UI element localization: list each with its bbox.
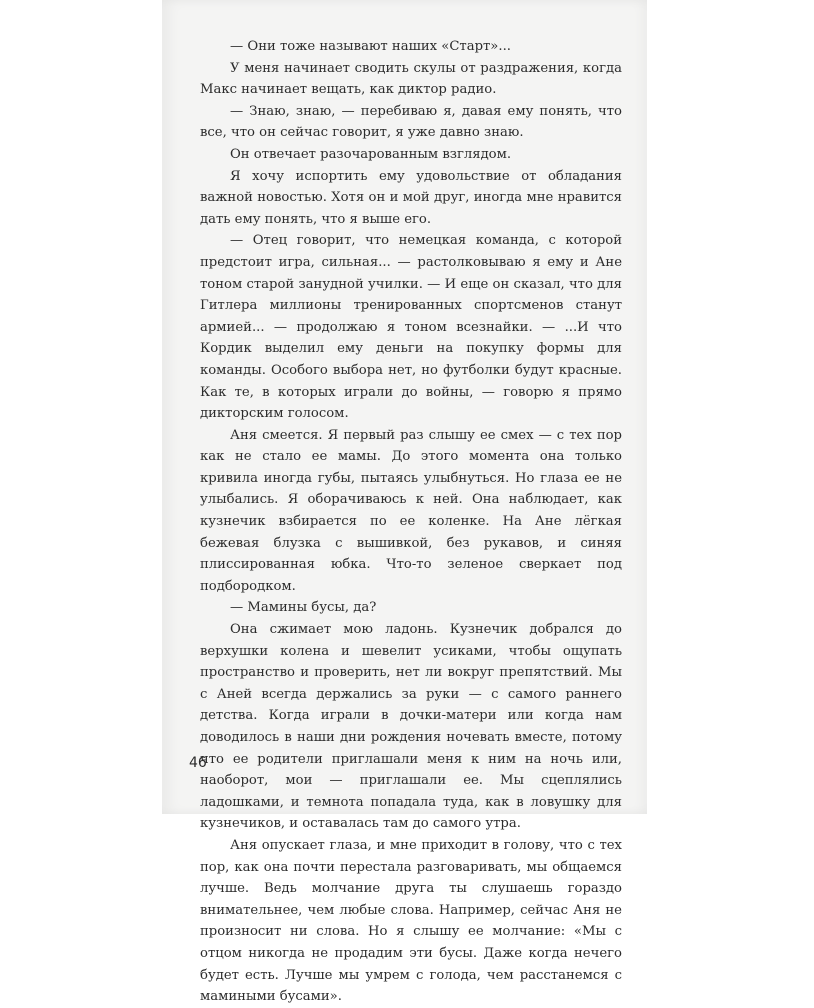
page-number: 46 xyxy=(189,755,207,771)
paragraph: Аня смеется. Я первый раз слышу ее смех — с тех пор как не стало ее мамы. До этого момента она только кривила иногда губы, пытаясь улыбнуться. Но глаза ее не улыбались. Я оборачиваюсь к ней. Она наблюдает, как кузнечик взбирается по ее коленке. На Ане лёгкая бежевая блузка с вышивкой, без рукавов, и синяя плиссированная юбка. Что-то зеленое сверкает под подбородком. xyxy=(200,427,622,594)
paragraph: Аня опускает глаза, и мне приходит в голову, что с тех пор, как она почти перестала разговаривать, мы общаемся лучше. Ведь молчание друга ты слушаешь гораздо внимательнее, чем любые слова. Например, сейчас Аня не произносит ни слова. Но я слышу ее молчание: «Мы с отцом никогда не продадим эти бусы. Даже когда нечего будет есть. Лучше мы умрем с голода, чем расстанемся с мамиными бусами». xyxy=(200,837,622,1005)
paragraph: — Мамины бусы, да? xyxy=(230,600,377,616)
paragraph: — Они тоже называют наших «Старт»... xyxy=(230,39,511,54)
paragraph: — Отец говорит, что немецкая команда, с которой предстоит игра, сильная... — растолковываю я ему и Ане тоном старой занудной училки. — И еще он сказал, что для Гитлера миллионы тренированных спортсменов станут армией... — продолжаю я тоном всезнайки. — ...И что Кордик выделил ему деньги на покупку формы для команды. Особого выбора нет, но футболки будут красные. Как те, в которых играли до войны, — говорю я прямо дикторским голосом. xyxy=(200,233,622,422)
page-body-text xyxy=(200,36,622,1008)
paragraph: Я хочу испортить ему удовольствие от обладания важной новостью. Хотя он и мой друг, иногда мне нравится дать ему понять, что я выше его. xyxy=(200,168,622,227)
paragraph: У меня начинает сводить скулы от раздражения, когда Макс начинает вещать, как диктор радио. xyxy=(200,60,622,98)
paragraph: — Знаю, знаю, — перебиваю я, давая ему понять, что все, что он сейчас говорит, я уже давно знаю. xyxy=(200,103,622,141)
paragraph: Она сжимает мою ладонь. Кузнечик добрался до верхушки колена и шевелит усиками, чтобы ощупать пространство и проверить, нет ли вокруг препятствий. Мы с Аней всегда держались за руки — с самого раннего детства. Когда играли в дочки-матери или когда нам доводилось в наши дни рождения ночевать вместе, потому что ее родители приглашали меня к ним на ночь или, наоборот, мои — приглашали ее. Мы сцеплялись ладошками, и темнота попадала туда, как в ловушку для кузнечиков, и оставалась там до самого утра. xyxy=(200,622,622,832)
paragraph: Он отвечает разочарованным взглядом. xyxy=(230,146,512,162)
